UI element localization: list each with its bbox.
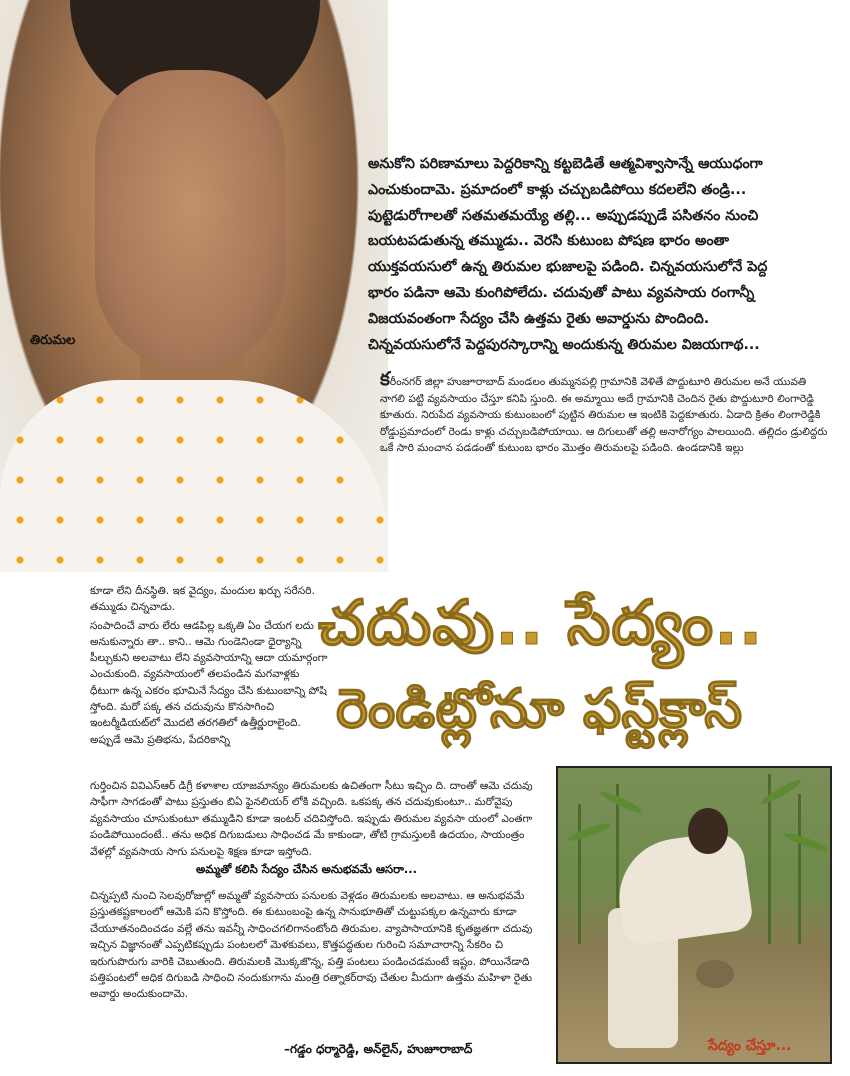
soil-lump <box>696 960 734 988</box>
article-upper-text: రీంనగర్ జిల్లా హుజూరాబాద్ మండలం తుమ్మనపల్లి గ్రామానికి వెళితే పొద్దుటూరి తిరుమల అనే యువతి నాగలి పట్టి వ్యవసాయం చేస్తూ కనిపి స్తుంది. ఈ అమ్మాయి అదే గ్రామానికి చెందిన రైతు పొద్దుటూరి లింగారెడ్డి కూతురు. నిరుపేద వ్యవసాయ కుటుంబంలో పుట్టిన తిరుమల ఆ ఇంటికి పెద్దకూతురు. ఏడాది క్రితం లింగారెడ్డికి రోడ్డుప్రమాదంలో రెండు కాళ్లు చచ్చుబడిపోయాయి. ఆ దిగులుతో తల్లి అనారోగ్యం పాలయింది. తల్లిదం డ్రులిద్దరు ఒకే సారి మంచాన పడడంతో కుటుంబ భారం మొత్తం తిరుమలపై పడింది. ఉండడానికి ఇల్లు <box>380 376 828 454</box>
intro-line: పుట్టెడురోగాలతో సతమతమయ్యే తల్లి... అప్పుడప్పుడే పసితనం నుంచి <box>368 207 759 224</box>
field-photo-caption: సేద్యం చేస్తూ... <box>708 1038 792 1054</box>
article-upper-paragraph <box>380 368 828 457</box>
portrait-caption: తిరుమల <box>30 333 76 348</box>
portrait-face <box>95 70 285 370</box>
intro-line: అనుకోని పరిణామాలు పెద్దరికాన్ని కట్టబెడితే ఆత్మవిశ్వాసాన్నే ఆయుధంగా <box>368 156 763 172</box>
article-left-paragraph: కూడా లేని దీనస్థితి. ఇక వైద్యం, మందుల ఖర్చు సరేసరి. తమ్ముడు చిన్నవాడు. <box>90 585 315 614</box>
section-subheading: అమ్మతో కలిసి సేద్యం చేసిన అనుభవమే ఆసరా... <box>196 862 418 876</box>
farmer-figure-head <box>688 808 728 854</box>
intro-line: ఎంచుకుందామె. ప్రమాదంలో కాళ్లు చచ్చుబడిపోయి కదలలేని తండ్రి... <box>368 181 747 198</box>
byline: –గడ్డం ధర్మారెడ్డి, అన్‌లైన్, హుజూరాబాద్ <box>284 1042 473 1056</box>
article-bottom-column <box>90 888 548 1003</box>
article-left-column <box>90 583 328 750</box>
farmer-figure-body <box>612 829 755 946</box>
portrait-dress <box>0 380 388 572</box>
intro-line: చిన్నవయసులోనే పెద్దపురస్కారాన్ని అందుకున్న తిరుమల విజయగాథ... <box>368 336 760 353</box>
field-photo <box>556 766 832 1064</box>
intro-line: యుక్తవయసులో ఉన్న తిరుమల భుజాలపై పడింది. చిన్నవయసులోనే పెద్ద <box>368 259 768 276</box>
portrait-photo <box>0 0 388 572</box>
article-lower-column <box>90 778 548 860</box>
intro-line: విజయవంతంగా సేద్యం చేసి ఉత్తమ రైతు అవార్డును పొందింది. <box>368 310 710 327</box>
intro-line: భారం పడినా ఆమె కుంగిపోలేదు. చదువుతో పాటు వ్యవసాయ రంగాన్నీ <box>368 284 755 301</box>
article-left-paragraph: సంపాదించే వారు లేరు ఆడపిల్ల ఒక్కతి ఏం చేయగ లదు అనుకున్నారు తా.. కాని.. ఆమె గుండెనిండా ధైర్యాన్ని పీల్చుకుని అలవాటు లేని వ్యవసాయాన్ని ఆదా యమార్గంగా ఎంచుకుంది. వ్యవసాయంలో తలపండిన మగవాళ్లకు ధీటుగా ఉన్న ఎకరం భూమినే సేద్యం చేసి కుటుంబాన్ని పోషి స్తోంది. మరో పక్క తన చదువును కొనసాగించి ఇంటర్మీడియట్‌లో మొదటి తరగతిలో ఉత్తీర్ణురాలైంది. అప్పుడే ఆమె ప్రతిభను, పేదరికాన్ని <box>90 619 328 746</box>
article-upper-column <box>380 368 828 457</box>
article-lower-text: గుర్తించిన వివిఎస్‌ఆర్ డిగ్రీ కళాశాల యాజమాన్యం తిరుమలకు ఉచితంగా సీటు ఇచ్చిం ది. దాంతో ఆమె చదువు సాఫీగా సాగడంతో పాటు ప్రస్తుతం బిఏ ఫైనలియర్ లోకి వచ్చింది. ఒకపక్క తన చదువుకుంటూ.. మరోవైపు వ్యవసాయం చూసుకుంటూ తమ్ముడిని కూడా ఇంటర్ చదివిస్తోంది. ఇప్పుడు తిరుమల వ్యవసా యంలో ఎంతగా పండిపోయిందంటే.. తను అధిక దిగుబడులు సాధించడ మే కాకుండా, తోటి గ్రామస్తులకి ఉదయం, సాయంత్రం వేళల్లో వ్యవసాయ సాగు పనులపై శిక్షణ కూడా ఇస్తోంది. <box>90 780 533 858</box>
article-bottom-text: చిన్నప్పటి నుంచి సెలవురోజుల్లో అమ్మతో వ్యవసాయ పనులకు వెళ్లడం తిరుమలకు అలవాటు. ఆ అనుభవమే ప్రస్తుతకష్టకాలంలో ఆమెకి పని కొస్తోంది. ఈ కుటుంబంపై ఉన్న సానుభూతితో చుట్టుపక్కల ఉన్నవారు కూడా చేయూతనందించడం వల్లే తను ఇవన్నీ సాధించగలిగానంటోంది తిరుమల. వ్యాపాసాయానికి కృతజ్ఞతగా చదువు ఇచ్చిన విజ్ఞానంతో ఎప్పటికప్పుడు పంటలలో మెళకువలు, కొత్తపద్ధతుల గురించి సమాచారాన్ని సేకరిం చి ఇరుగుపొరుగు వారికి చెబుతుంది. తిరుమలకి మొక్కజొన్న, పత్తి పంటలు పండించడమంటే ఇష్టం. పోయినేడాది పత్తిపంటలో అధిక దిగుబడి సాధించి నందుకుగాను మంత్రి రత్నాకర్‌రావు చేతుల మీదుగా ఉత్తమ మహిళా రైతు అవార్డు అందుకుందామె. <box>90 890 533 1001</box>
intro-line: బయటపడుతున్న తమ్ముడు.. వెరసి కుటుంబ పోషణ భారం అంతా <box>368 233 730 250</box>
intro-paragraph <box>368 152 828 358</box>
dropcap: క <box>380 368 390 390</box>
headline-line-2: రెండిట్లోనూ ఫస్ట్‌క్లాస్ <box>336 677 743 740</box>
headline-line-1: చదువు.. సేద్యం.. <box>318 586 764 659</box>
